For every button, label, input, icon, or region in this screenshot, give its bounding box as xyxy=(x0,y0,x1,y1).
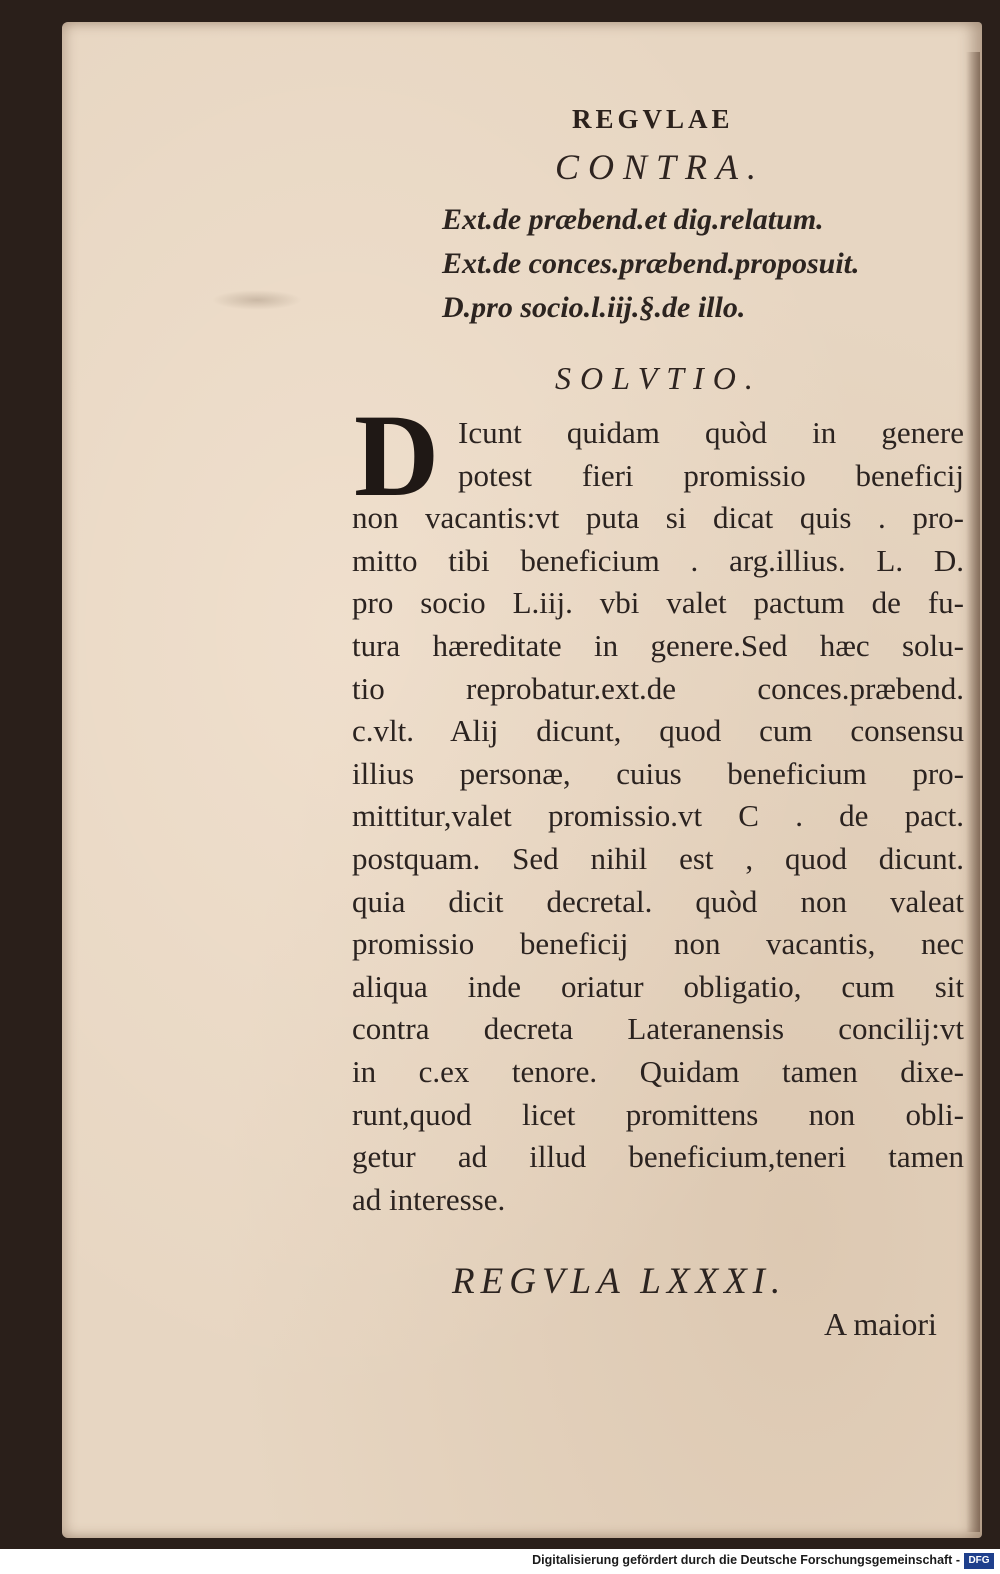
drop-cap: D xyxy=(354,390,440,521)
text-line: in c.ex tenore. Quidam tamen dixe- xyxy=(352,1053,964,1089)
text-line: ad interesse. xyxy=(352,1181,506,1217)
text-line: non vacantis:vt puta si dicat quis . pro- xyxy=(352,500,964,536)
reference-line: Ext.de conces.præbend.proposuit. xyxy=(442,247,860,280)
reference-line: Ext.de præbend.et dig.relatum. xyxy=(442,203,824,236)
text-line: promissio beneficij non vacantis, nec xyxy=(352,926,964,962)
running-head: REGVLAE xyxy=(572,104,734,134)
text-line: pro socio L.iij. vbi valet pactum de fu- xyxy=(352,585,964,621)
dfg-logo-icon: DFG xyxy=(964,1553,994,1569)
text-line: contra decreta Lateranensis concilij:vt xyxy=(352,1011,964,1047)
text-line: tura hæreditate in genere.Sed hæc solu- xyxy=(352,627,964,663)
text-line: mitto tibi beneficium . arg.illius. L. D. xyxy=(352,542,964,578)
digitization-footer xyxy=(0,1549,1000,1574)
text-line: aliqua inde oriatur obligatio, cum sit xyxy=(352,968,964,1004)
text-line: postquam. Sed nihil est , quod dicunt. xyxy=(352,840,964,876)
ink-smudge xyxy=(212,290,302,310)
text-line: illius personæ, cuius beneficium pro- xyxy=(352,755,964,791)
text-line: potest fieri promissio beneficij xyxy=(458,457,964,493)
reference-line: D.pro socio.l.iij.§.de illo. xyxy=(442,291,746,324)
text-line: Icunt quidam quòd in genere xyxy=(458,415,964,450)
body-text xyxy=(352,412,964,1221)
contra-heading: CONTRA. xyxy=(555,147,766,187)
text-line: quia dicit decretal. quòd non valeat xyxy=(352,883,964,919)
solutio-heading: SOLVTIO. xyxy=(555,360,762,396)
text-line: getur ad illud beneficium,teneri tamen xyxy=(352,1139,964,1175)
catchword: A maiori xyxy=(824,1306,937,1342)
text-line: c.vlt. Alij dicunt, quod cum consensu xyxy=(352,713,964,749)
text-line: mittitur,valet promissio.vt C . de pact. xyxy=(352,798,964,834)
text-line: runt,quod licet promittens non obli- xyxy=(352,1096,964,1132)
footer-credit: Digitalisierung gefördert durch die Deutsche Forschungsgemeinschaft - xyxy=(532,1553,960,1567)
page-edge-shadow xyxy=(966,52,980,1532)
text-line: tio reprobatur.ext.de conces.præbend. xyxy=(352,670,964,706)
references-block xyxy=(442,198,902,330)
regula-heading: REGVLA LXXXI. xyxy=(452,1261,787,1302)
